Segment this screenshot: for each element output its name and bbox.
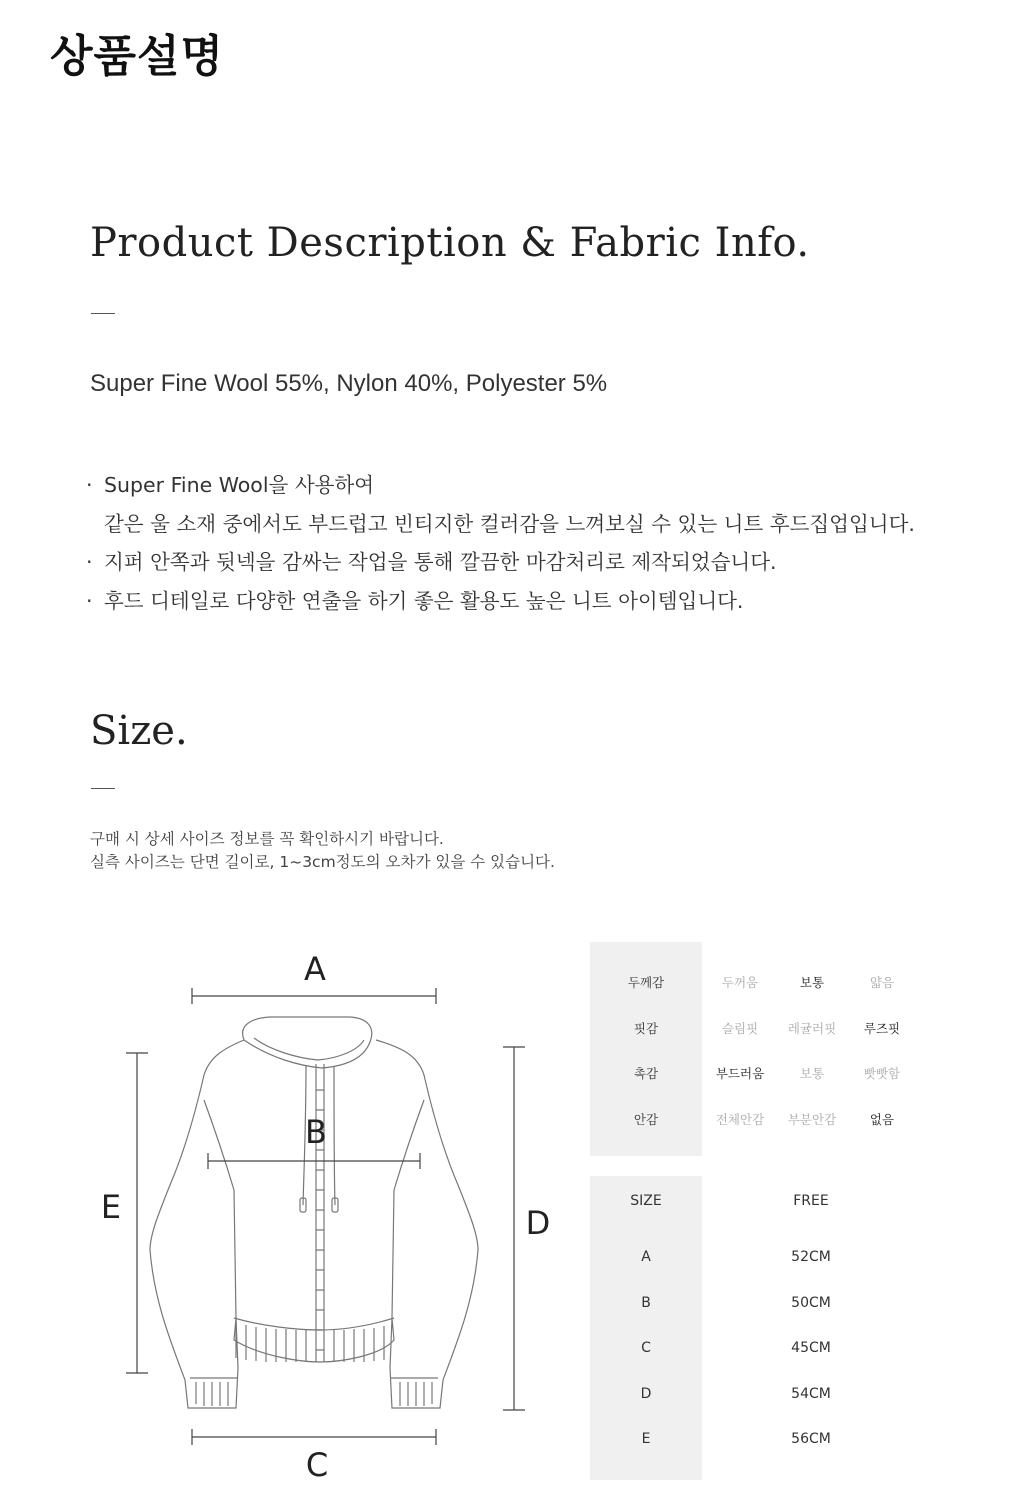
size-label-panel [590, 1176, 702, 1480]
size-row-value: 54CM [791, 1386, 831, 1402]
fabric-composition: Super Fine Wool 55%, Nylon 40%, Polyester 5% [90, 370, 608, 397]
attribute-option-selected: 없음 [869, 1112, 895, 1127]
size-note: 구매 시 상세 사이즈 정보를 꼭 확인하시기 바랍니다. [90, 830, 444, 848]
attribute-option: 레귤러핏 [787, 1021, 837, 1036]
size-notes [90, 828, 555, 874]
size-row-label: C [641, 1340, 651, 1356]
measure-label-a: A [304, 950, 326, 988]
attribute-option: 슬림핏 [721, 1021, 759, 1036]
hoodie-size-diagram [95, 945, 575, 1485]
list-item [86, 543, 915, 582]
attribute-option-selected: 루즈핏 [863, 1021, 901, 1036]
bullet-text: 지퍼 안쪽과 뒷넥을 감싸는 작업을 통해 깔끔한 마감처리로 제작되었습니다. [104, 550, 777, 574]
measure-label-e: E [100, 1188, 122, 1226]
size-row-label: A [641, 1249, 651, 1265]
bullet-mark: · [86, 550, 93, 574]
bullet-text: Super Fine Wool을 사용하여 [104, 473, 375, 497]
attribute-option: 보통 [799, 1066, 825, 1081]
attribute-label-panel [590, 942, 702, 1156]
attribute-label: 안감 [633, 1112, 659, 1127]
section-divider [91, 788, 115, 789]
size-header-value: FREE [793, 1193, 829, 1209]
list-item [86, 582, 915, 621]
size-note: 실측 사이즈는 단면 길이로, 1~3cm정도의 오차가 있을 수 있습니다. [90, 853, 555, 871]
attribute-option-selected: 보통 [799, 975, 825, 990]
description-list [86, 466, 915, 620]
attribute-option: 부분안감 [787, 1112, 837, 1127]
size-row-value: 52CM [791, 1249, 831, 1265]
list-item [86, 466, 915, 505]
attribute-label: 핏감 [633, 1021, 659, 1036]
measure-label-c: C [305, 1446, 329, 1484]
product-description-heading: Product Description & Fabric Info. [90, 220, 810, 266]
page-title: 상품설명 [50, 31, 225, 82]
bullet-text: 같은 울 소재 중에서도 부드럽고 빈티지한 컬러감을 느껴보실 수 있는 니트 후드집업입니다. [104, 511, 915, 536]
attribute-option: 얇음 [869, 975, 895, 990]
section-divider [91, 313, 115, 314]
attribute-option: 전체안감 [715, 1112, 765, 1127]
attribute-label: 촉감 [633, 1066, 659, 1081]
attribute-option: 빳빳함 [863, 1066, 901, 1081]
size-row-value: 45CM [791, 1340, 831, 1356]
size-row-value: 56CM [791, 1431, 831, 1447]
list-item-continuation [86, 505, 915, 544]
bullet-mark: · [86, 588, 93, 613]
size-row-label: D [640, 1386, 652, 1402]
measure-label-b: B [305, 1113, 327, 1151]
size-row-label: E [641, 1431, 651, 1447]
bullet-text: 후드 디테일로 다양한 연출을 하기 좋은 활용도 높은 니트 아이템입니다. [104, 588, 744, 613]
attribute-option: 두꺼움 [721, 975, 759, 990]
attribute-label: 두께감 [627, 975, 665, 990]
size-header-label: SIZE [630, 1193, 662, 1209]
size-row-label: B [641, 1295, 651, 1311]
size-row-value: 50CM [791, 1295, 831, 1311]
bullet-mark: · [86, 473, 93, 497]
attribute-option-selected: 부드러움 [715, 1066, 765, 1081]
size-heading: Size. [90, 708, 188, 754]
measure-label-d: D [525, 1204, 551, 1242]
